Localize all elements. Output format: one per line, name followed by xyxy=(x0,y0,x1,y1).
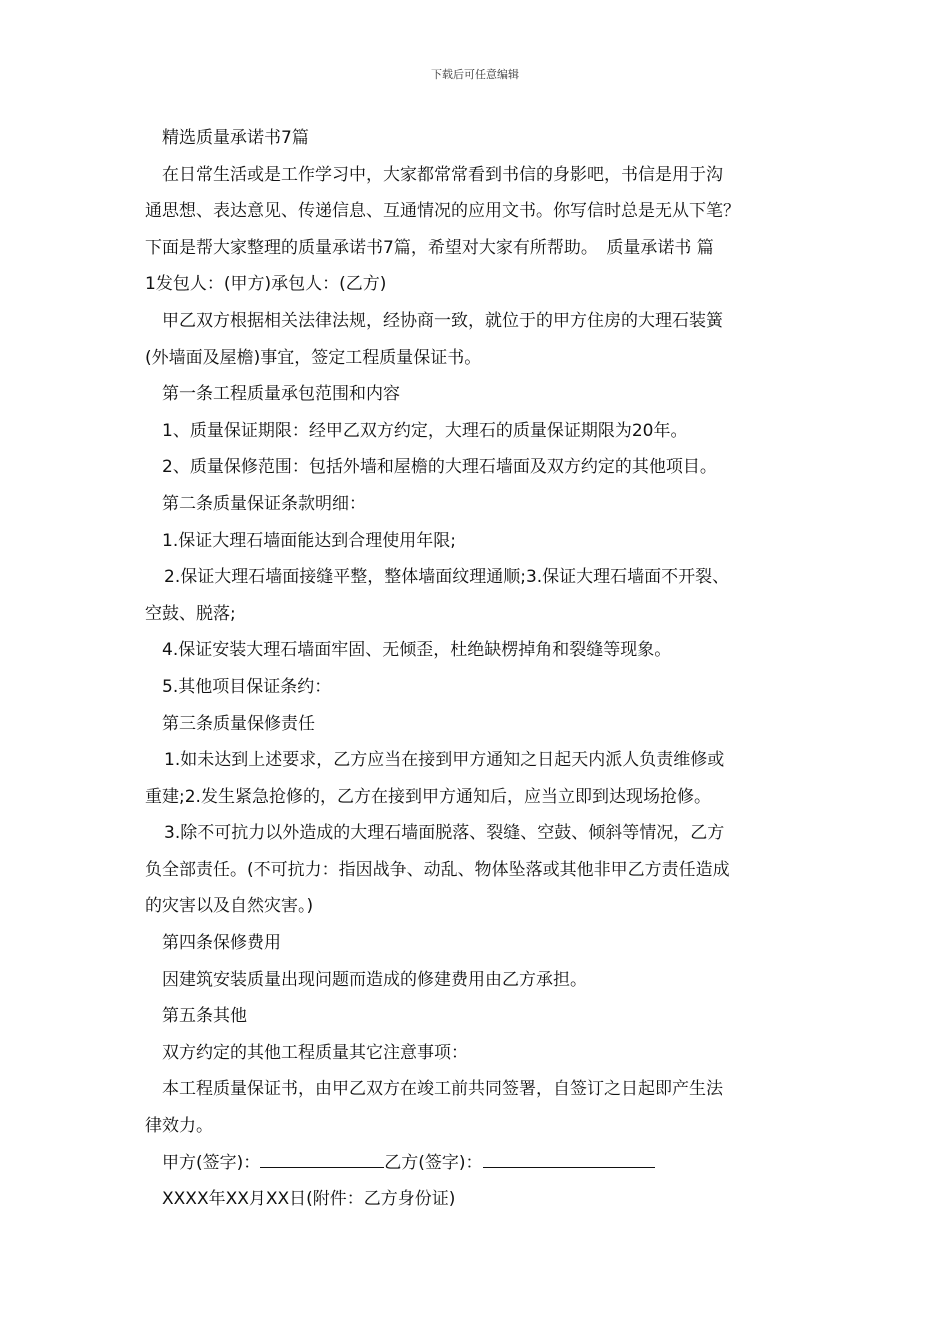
article-item: 重建;2.发生紧急抢修的，乙方在接到甲方通知后，应当立即到达现场抢修。 xyxy=(145,786,711,807)
closing-paragraph: 本工程质量保证书，由甲乙双方在竣工前共同签署，自签订之日起即产生法 xyxy=(162,1079,723,1100)
article-heading: 第三条质量保修责任 xyxy=(162,713,315,734)
intro-line: 1发包人：(甲方)承包人：(乙方) xyxy=(145,274,387,295)
party-b-signature-label: 乙方(签字)： xyxy=(384,1152,483,1173)
article-item: 5.其他项目保证条约： xyxy=(162,676,332,697)
party-a-signature-blank xyxy=(260,1149,384,1168)
article-text: 双方约定的其他工程质量其它注意事项： xyxy=(162,1042,468,1063)
closing-paragraph: 律效力。 xyxy=(145,1116,213,1137)
party-a-signature-label: 甲方(签字)： xyxy=(162,1152,261,1173)
article-heading: 第二条质量保证条款明细： xyxy=(162,493,366,514)
article-item: 的灾害以及自然灾害。) xyxy=(145,896,314,917)
article-item: 1、质量保证期限：经甲乙双方约定，大理石的质量保证期限为20年。 xyxy=(162,420,688,441)
document-body xyxy=(145,120,810,1218)
intro-line: 在日常生活或是工作学习中，大家都常常看到书信的身影吧，书信是用于沟 xyxy=(162,164,723,185)
intro-line: 下面是帮大家整理的质量承诺书7篇，希望对大家有所帮助。 质量承诺书 篇 xyxy=(145,237,714,258)
article-heading: 第四条保修费用 xyxy=(162,933,281,954)
article-item: 空鼓、脱落; xyxy=(145,603,236,624)
page-header: 下载后可任意编辑 xyxy=(431,68,519,81)
agreement-paragraph: (外墙面及屋檐)事宜，签定工程质量保证书。 xyxy=(145,347,482,368)
document-title: 精选质量承诺书7篇 xyxy=(162,128,309,148)
date-line: XXXX年XX月XX日(附件：乙方身份证) xyxy=(162,1189,456,1210)
article-heading: 第一条工程质量承包范围和内容 xyxy=(162,384,400,405)
article-item: 1.如未达到上述要求，乙方应当在接到甲方通知之日起天内派人负责维修或 xyxy=(164,750,725,771)
article-item: 2、质量保修范围：包括外墙和屋檐的大理石墙面及双方约定的其他项目。 xyxy=(162,457,717,478)
article-item: 负全部责任。(不可抗力：指因战争、动乱、物体坠落或其他非甲乙方责任造成 xyxy=(145,859,730,880)
article-heading: 第五条其他 xyxy=(162,1006,247,1027)
article-item: 3.除不可抗力以外造成的大理石墙面脱落、裂缝、空鼓、倾斜等情况，乙方 xyxy=(164,823,725,844)
agreement-paragraph: 甲乙双方根据相关法律法规，经协商一致，就位于的甲方住房的大理石装簧 xyxy=(162,310,723,331)
intro-line: 通思想、表达意见、传递信息、互通情况的应用文书。你写信时总是无从下笔？ xyxy=(145,201,740,222)
article-text: 因建筑安装质量出现问题而造成的修建费用由乙方承担。 xyxy=(162,969,587,990)
article-item: 1.保证大理石墙面能达到合理使用年限; xyxy=(162,530,456,551)
article-item: 4.保证安装大理石墙面牢固、无倾歪，杜绝缺楞掉角和裂缝等现象。 xyxy=(162,640,672,661)
article-item: 2.保证大理石墙面接缝平整，整体墙面纹理通顺;3.保证大理石墙面不开裂、 xyxy=(164,567,730,588)
signature-line xyxy=(145,1145,810,1182)
party-b-signature-blank xyxy=(483,1149,655,1168)
